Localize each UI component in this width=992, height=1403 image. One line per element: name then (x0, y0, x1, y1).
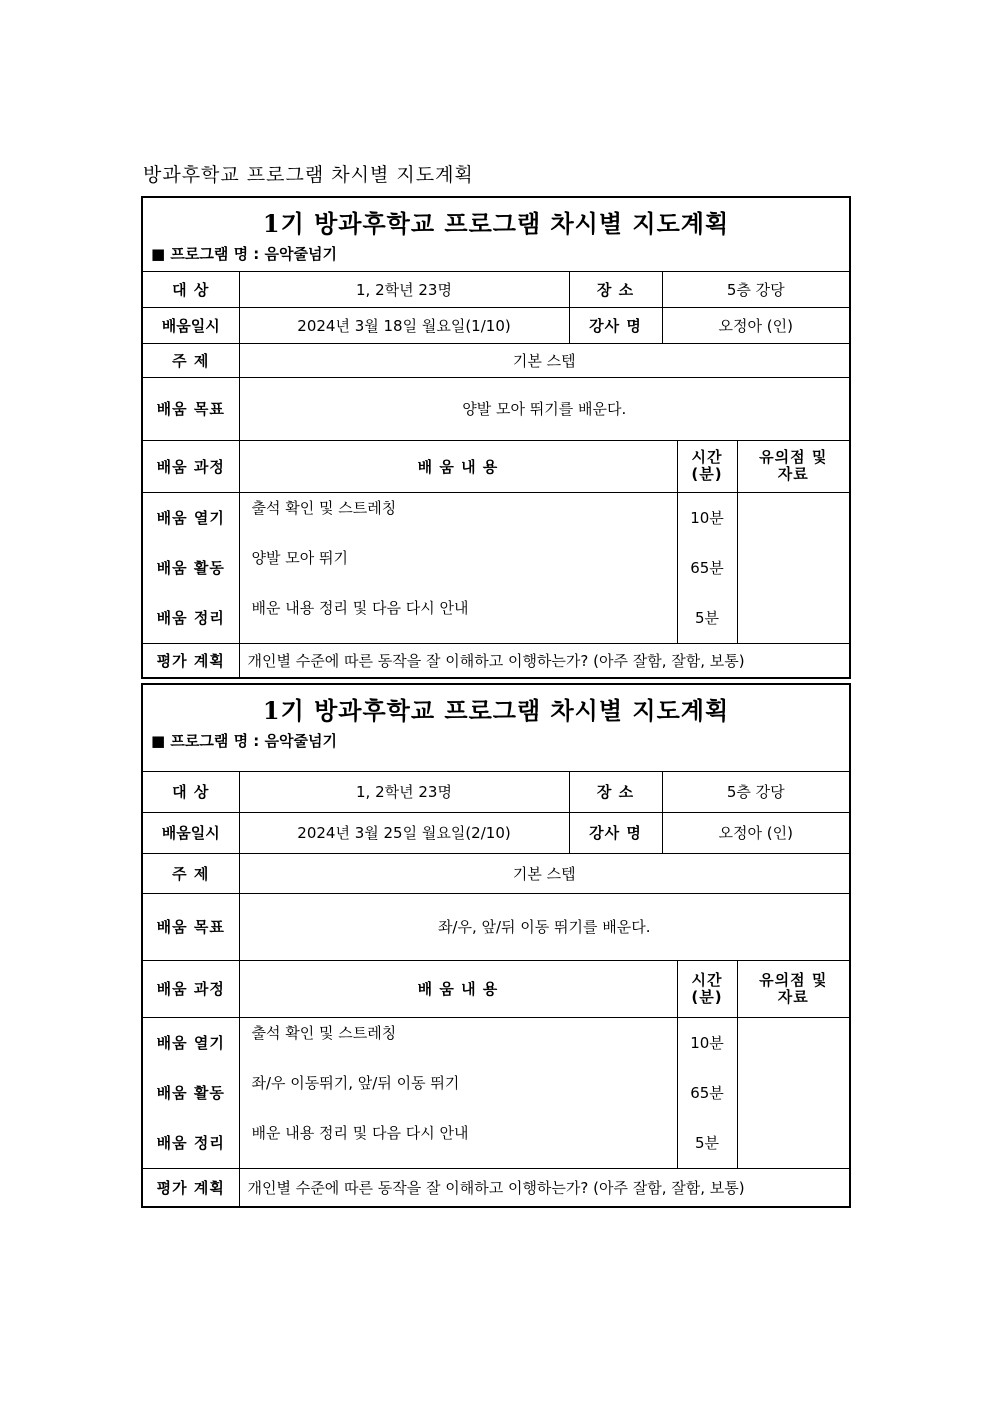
goal-label: 배움 목표 (143, 377, 239, 440)
teacher-label: 강사 명 (569, 307, 662, 343)
goal-value: 양발 모아 뛰기를 배운다. (239, 377, 849, 440)
open-time: 10분 (690, 509, 724, 527)
step-open-label: 배움 열기 (156, 509, 225, 527)
topic-label: 주 제 (143, 343, 239, 377)
steps-cell (143, 492, 239, 643)
teacher-label: 강사 명 (569, 812, 662, 853)
evaluation-label: 평가 계획 (143, 643, 239, 677)
open-content: 출석 확인 및 스트레칭 (251, 498, 397, 517)
notes-cell (737, 1017, 849, 1168)
lesson-plan-2 (141, 683, 851, 1208)
teacher-value: 오정아 (인) (662, 307, 849, 343)
open-content: 출석 확인 및 스트레칭 (251, 1023, 397, 1042)
step-open-label: 배움 열기 (156, 1034, 225, 1052)
program-name: ■ 프로그램 명 : 음악줄넘기 (143, 729, 849, 772)
close-time: 5분 (694, 1134, 720, 1152)
content-header: 배 움 내 용 (239, 960, 677, 1017)
step-activity-label: 배움 활동 (156, 1084, 225, 1102)
date-label: 배움일시 (143, 812, 239, 853)
activity-content: 양발 모아 뛰기 (251, 548, 348, 567)
open-time: 10분 (690, 1034, 724, 1052)
activity-time: 65분 (690, 559, 724, 577)
goal-value: 좌/우, 앞/뒤 이동 뛰기를 배운다. (239, 893, 849, 960)
target-label: 대 상 (143, 272, 239, 307)
times-cell (677, 492, 737, 643)
content-header: 배 움 내 용 (239, 440, 677, 492)
plan-table (143, 272, 849, 677)
close-time: 5분 (694, 609, 720, 627)
lesson-plan-1 (141, 196, 851, 679)
activity-content: 좌/우 이동뛰기, 앞/뒤 이동 뛰기 (251, 1073, 460, 1092)
step-close-label: 배움 정리 (156, 609, 225, 627)
plan-title: 1기 방과후학교 프로그램 차시별 지도계획 (262, 209, 730, 238)
step-activity-label: 배움 활동 (156, 559, 225, 577)
time-header (677, 440, 737, 492)
notes-header-line1: 유의점 및 (759, 970, 828, 989)
plan-table (143, 772, 849, 1206)
step-close-label: 배움 정리 (156, 1134, 225, 1152)
target-value: 1, 2학년 23명 (239, 772, 569, 812)
contents-cell (239, 492, 677, 643)
notes-header (737, 440, 849, 492)
topic-value: 기본 스텝 (239, 853, 849, 893)
time-header (677, 960, 737, 1017)
target-label: 대 상 (143, 772, 239, 812)
topic-value: 기본 스텝 (239, 343, 849, 377)
time-header-line2: (분) (691, 465, 723, 483)
steps-cell (143, 1017, 239, 1168)
plan-title: 1기 방과후학교 프로그램 차시별 지도계획 (262, 696, 730, 725)
date-value: 2024년 3월 25일 월요일(2/10) (239, 812, 569, 853)
notes-cell (737, 492, 849, 643)
times-cell (677, 1017, 737, 1168)
page-heading: 방과후학교 프로그램 차시별 지도계획 (143, 164, 474, 186)
contents-cell (239, 1017, 677, 1168)
time-header-line2: (분) (691, 987, 723, 1006)
goal-label: 배움 목표 (143, 893, 239, 960)
evaluation-label: 평가 계획 (143, 1168, 239, 1206)
notes-header (737, 960, 849, 1017)
place-value: 5층 강당 (662, 272, 849, 307)
evaluation-value: 개인별 수준에 따른 동작을 잘 이해하고 이행하는가? (아주 잘함, 잘함, 보통) (239, 1168, 849, 1206)
close-content: 배운 내용 정리 및 다음 다시 안내 (251, 1123, 469, 1142)
notes-header-line2: 자료 (777, 987, 809, 1006)
topic-label: 주 제 (143, 853, 239, 893)
time-header-line1: 시간 (691, 448, 723, 466)
process-label: 배움 과정 (143, 960, 239, 1017)
time-header-line1: 시간 (691, 970, 723, 989)
evaluation-value: 개인별 수준에 따른 동작을 잘 이해하고 이행하는가? (아주 잘함, 잘함, 보통) (239, 643, 849, 677)
place-value: 5층 강당 (662, 772, 849, 812)
program-name: ■ 프로그램 명 : 음악줄넘기 (143, 242, 849, 272)
notes-header-line1: 유의점 및 (759, 448, 828, 466)
notes-header-line2: 자료 (777, 465, 809, 483)
date-label: 배움일시 (143, 307, 239, 343)
activity-time: 65분 (690, 1084, 724, 1102)
place-label: 장 소 (569, 772, 662, 812)
teacher-value: 오정아 (인) (662, 812, 849, 853)
target-value: 1, 2학년 23명 (239, 272, 569, 307)
place-label: 장 소 (569, 272, 662, 307)
process-label: 배움 과정 (143, 440, 239, 492)
close-content: 배운 내용 정리 및 다음 다시 안내 (251, 598, 469, 617)
date-value: 2024년 3월 18일 월요일(1/10) (239, 307, 569, 343)
